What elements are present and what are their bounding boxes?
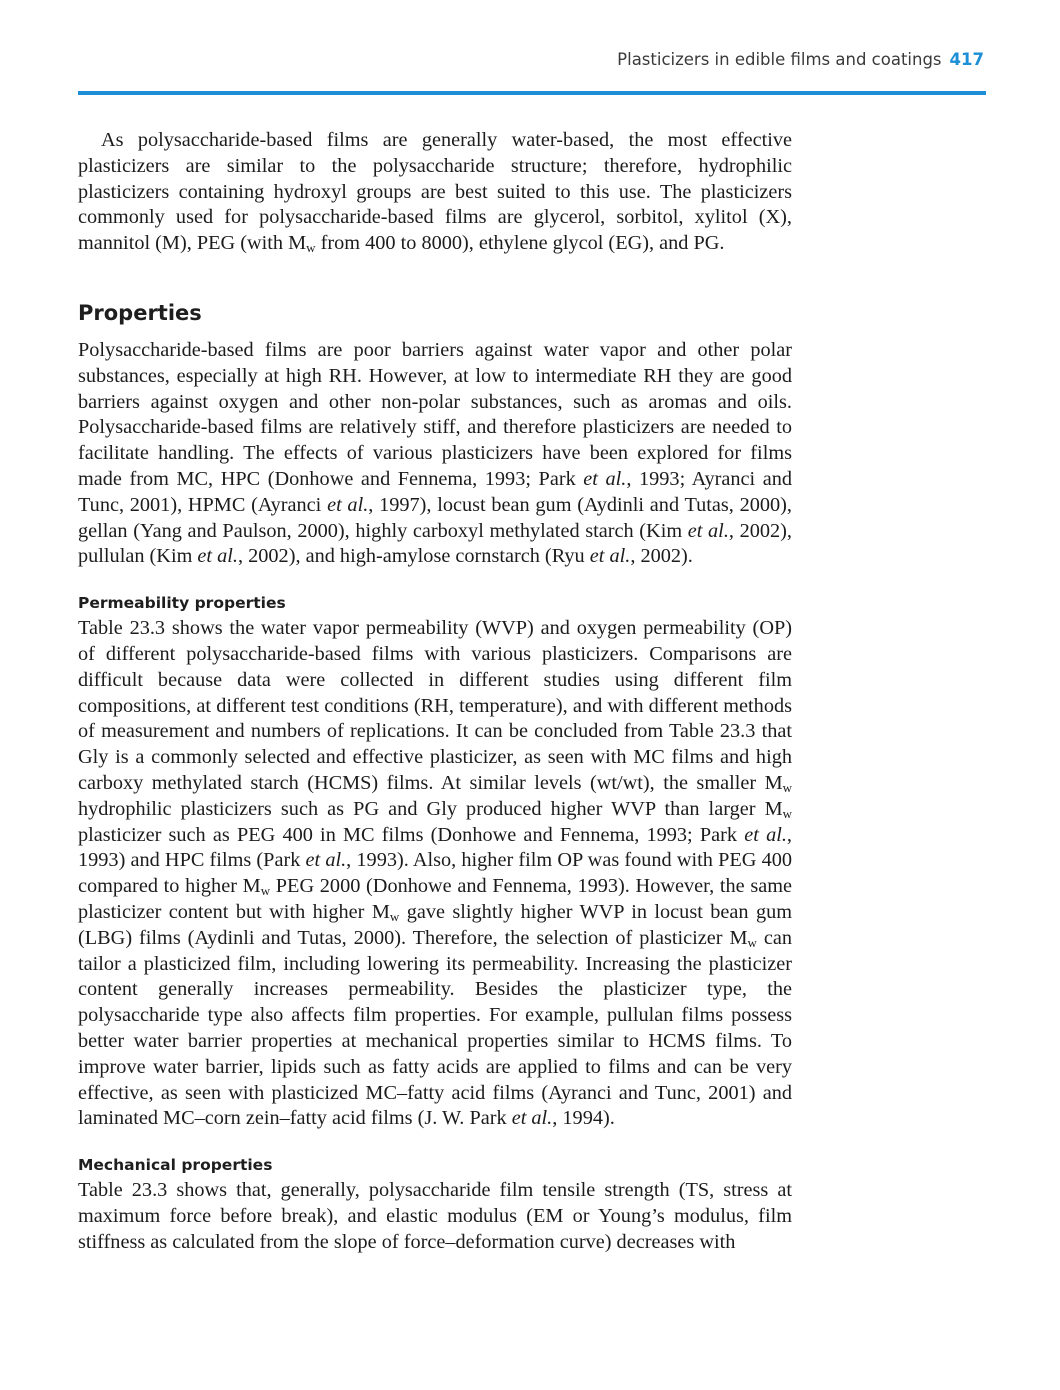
subsection-heading-permeability: Permeability properties <box>78 594 286 613</box>
italic-run: et al. <box>511 1107 553 1130</box>
header-rule <box>78 91 986 95</box>
italic-run: et al. <box>583 467 627 490</box>
text-run: , 1993; Ayranci and Tunc, 2001), HPMC (Ayranci <box>78 467 792 516</box>
italic-run: et al. <box>589 545 631 568</box>
text-run: PEG 2000 (Donhowe and Fennema, 1993). However, the same plasticizer content but with higher M <box>78 875 792 923</box>
text-run: , 1993) and HPC films (Park <box>78 823 792 872</box>
mechanical-paragraph: Table 23.3 shows that, generally, polysaccharide film tensile strength (TS, stress at maximum force before break), and elastic modulus (EM or Young’s modulus, film stiffness as calculated from the slope of force–deformation curve) decreases with <box>78 1179 792 1253</box>
italic-run: et al. <box>327 493 369 516</box>
text-run: , 2002). <box>630 545 693 568</box>
subscript: w <box>260 883 271 899</box>
text-run: hydrophilic plasticizers such as PG and Gly produced higher WVP than larger M <box>78 797 783 820</box>
page-body <box>78 128 792 1255</box>
running-header <box>617 50 984 69</box>
text-run: , 1993). Also, higher film OP was found with PEG 400 compared to higher M <box>78 849 792 898</box>
subscript: w <box>389 908 400 924</box>
section-heading-properties: Properties <box>78 300 202 325</box>
italic-run: et al. <box>687 519 729 542</box>
italic-run: et al. <box>305 849 347 872</box>
text-run: Polysaccharide-based films are poor barriers against water vapor and other polar substances, especially at high RH. However, at low to intermediate RH they are good barriers against oxygen and other non-polar substances, such as aromas and oils. Polysaccharide-based films are relatively stiff, and therefore plasticizers are needed to facilitate handling. The effects of various plasticizers have been explored for films made from MC, HPC (Donhowe and Fennema, 1993; Park <box>78 338 792 490</box>
subscript: w <box>782 779 792 795</box>
subscript: w <box>782 805 792 821</box>
intro-paragraph <box>78 128 792 257</box>
subscript: w <box>306 240 316 256</box>
subscript: w <box>747 934 757 950</box>
permeability-paragraph <box>78 616 792 1132</box>
italic-run: et al. <box>197 545 238 568</box>
running-title: Plasticizers in edible films and coatings <box>617 50 942 69</box>
text-run: from 400 to 8000), ethylene glycol (EG), and PG. <box>315 232 725 255</box>
italic-run: et al. <box>744 823 787 846</box>
text-run: As polysaccharide-based films are generally water-based, the most effective plasticizers are similar to the polysaccharide structure; therefore, hydrophilic plasticizers containing hydroxyl groups are best suited to this use. The plasticizers commonly used for polysaccharide-based films are glycerol, sorbitol, xylitol (X), mannitol (M), PEG (with M <box>78 129 792 255</box>
text-run: , 1997), locust bean gum (Aydinli and Tutas, 2000), gellan (Yang and Paulson, 2000), highly carboxyl methylated starch (Kim <box>78 493 792 542</box>
page-number: 417 <box>949 50 984 69</box>
text-run: , 1994). <box>552 1107 615 1130</box>
text-run: gave slightly higher WVP in locust bean gum (LBG) films (Aydinli and Tutas, 2000). Therefore, the selection of plasticizer M <box>78 900 792 949</box>
text-run: Table 23.3 shows the water vapor permeability (WVP) and oxygen permeability (OP) of different polysaccharide-based films with various plasticizers. Comparisons are difficult because data were collected in different studies using different film compositions, at different test conditions (RH, temperature), and with different methods of measurement and numbers of replications. It can be concluded from Table 23.3 that Gly is a commonly selected and effective plasticizer, as seen with MC films and high carboxy methylated starch (HCMS) films. At similar levels (wt/wt), the smaller M <box>78 617 792 794</box>
text-run: , 2002), pullulan (Kim <box>78 519 793 568</box>
text-run: can tailor a plasticized film, including lowering its permeability. Increasing the plasticizer content generally increases permeability. Besides the plasticizer type, the polysaccharide type also affects film properties. For example, pullulan films possess better water barrier properties at mechanical properties similar to HCMS films. To improve water barrier, lipids such as fatty acids are applied to films and can be very effective, as seen with plasticized MC–fatty acid films (Ayranci and Tunc, 2001) and laminated MC–corn zein–fatty acid films (J. W. Park <box>78 926 792 1130</box>
text-run: plasticizer such as PEG 400 in MC films (Donhowe and Fennema, 1993; Park <box>78 823 745 846</box>
subsection-heading-mechanical: Mechanical properties <box>78 1156 273 1175</box>
text-run: , 2002), and high-amylose cornstarch (Ryu <box>237 545 590 568</box>
properties-paragraph <box>78 338 792 570</box>
